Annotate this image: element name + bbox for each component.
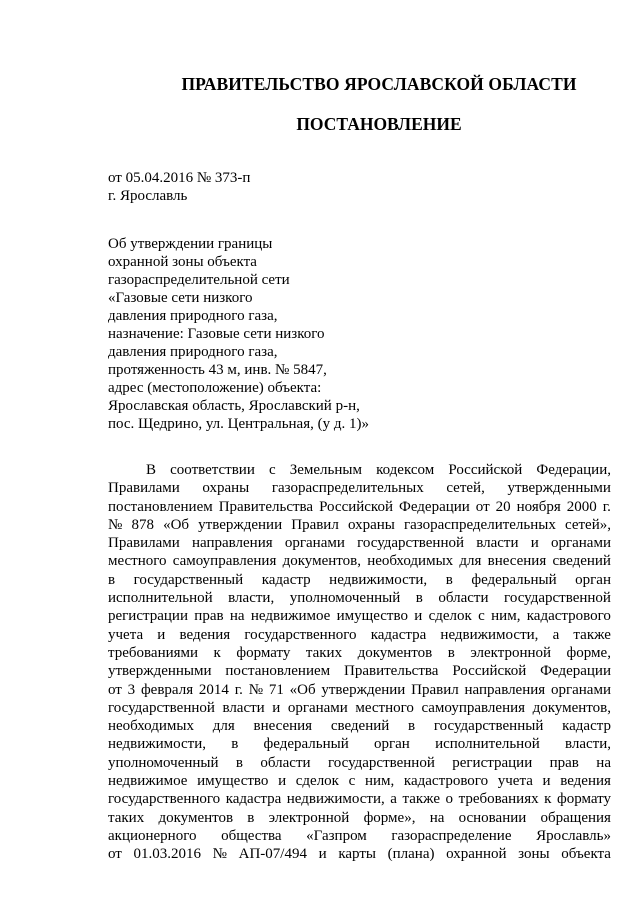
body-line [108,516,611,534]
body-word: в [231,736,239,753]
city: г. Ярославль [108,188,188,204]
body-word: необходимых [108,718,194,735]
body-word: исполнительной [435,736,540,753]
body-word: исполнительной [108,590,213,607]
body-word: недвижимости, [440,626,539,643]
body-word: формату [556,791,611,808]
body-word: а [552,626,560,643]
body-word: ведения [179,626,231,643]
body-word: и [278,773,287,790]
body-word: сетей», [565,516,611,533]
body-word: направления [191,535,273,552]
body-word: утвержденными [507,480,611,497]
subject-line: давления природного газа, [108,344,278,360]
body-line [108,461,611,479]
body-word: Российской [448,462,523,478]
body-word: в [415,590,423,607]
subject-line: назначение: Газовые сети низкого [108,326,325,342]
body-word: сделок [428,608,472,625]
body-word: карты [338,846,376,863]
body-word: ведения [560,773,611,790]
body-word: «Об [289,681,316,698]
body-line [108,845,611,863]
body-word: учета [497,773,533,790]
body-word: Правил [291,516,339,533]
body-line [108,498,611,516]
body-word: с [268,462,276,478]
body-line [108,607,611,625]
body-word: кадастра [370,626,427,643]
body-line [108,772,611,790]
body-line [108,827,611,845]
body-word: таких [305,644,343,661]
subject-line: охранной зоны объекта [108,254,257,270]
body-word: государственного [108,791,221,808]
body-line [108,681,611,699]
body-word: для [459,553,482,570]
body-word: недвижимое [250,608,331,625]
document-type-title: ПОСТАНОВЛЕНИЕ [296,114,462,134]
body-word: кадастрового [403,773,489,790]
subject-line: протяженность 43 м, инв. № 5847, [108,362,327,378]
body-word: Федерации, [536,462,611,478]
body-word: АП-07/494 [238,846,307,863]
body-word: 2014 [198,681,229,698]
body-word: и [272,699,281,716]
body-line [108,699,611,717]
body-word: кадастр [562,718,611,735]
body-word: газораспределение [391,827,512,844]
body-word: акционерного [108,827,197,844]
body-line [108,571,611,589]
government-title: ПРАВИТЕЛЬСТВО ЯРОСЛАВСКОЙ ОБЛАСТИ [181,74,577,94]
body-word: власти, [564,736,611,753]
body-word: документов [357,644,433,661]
body-word: сведений [552,553,611,570]
body-word: к [213,644,221,661]
body-word: общества [221,827,282,844]
body-word: соответствии [170,462,255,478]
body-word: органами [287,699,348,716]
body-word: В [146,462,157,478]
body-word: в [247,809,255,826]
body-word: в [445,571,453,588]
body-word: на [229,608,245,625]
body-word: форме», [363,809,416,826]
body-word: февраля [140,681,194,698]
body-line [108,644,611,662]
body-word: самоуправления [172,553,277,570]
body-word: имущество [336,608,408,625]
body-word: Федерации [540,663,611,680]
body-word: кадастрового [526,608,611,625]
body-word: о [445,791,454,808]
body-line [108,717,611,735]
body-line [108,552,611,570]
body-word: внесения [487,553,547,570]
body-word: г. [234,681,243,698]
body-word: для [212,718,235,735]
body-word: государственный [133,571,244,588]
body-word: сделок [295,773,339,790]
body-word: 3 [127,681,136,698]
subject-line: «Газовые сети низкого [108,290,253,306]
body-word: газораспределительных [403,516,556,533]
body-word: форме, [566,644,611,661]
body-word: от [108,846,122,863]
body-word: таких [108,809,145,826]
body-line [108,662,611,680]
body-line [108,626,611,644]
subject-line: давления природного газа, [108,308,278,324]
body-word: внесения [253,718,313,735]
body-word: имущество [197,773,269,790]
subject-line: пос. Щедрино, ул. Центральная, (у д. 1)» [108,416,369,432]
body-word: формату [236,644,291,661]
subject-line: Об утверждении границы [108,236,273,252]
body-word: Правительства [344,663,439,680]
body-word: документов [158,809,234,826]
body-line [108,589,611,607]
body-word: кодексом [376,462,435,478]
body-word: государственной [327,754,435,771]
body-word: 20 [495,498,511,515]
body-word: от [475,498,490,515]
body-word: недвижимости, [286,791,385,808]
body-word: области [260,754,311,771]
body-word: кадастр [261,571,311,588]
body-word: органами [550,681,611,698]
body-word: документов, [532,699,611,716]
body-word: 01.03.2016 [133,846,202,863]
body-word: с [478,608,485,625]
body-word: газораспределительных [271,480,424,497]
body-word: «Газпром [306,827,367,844]
body-word: также [402,791,441,808]
body-word: и [414,608,423,625]
body-word: требованиями [108,644,199,661]
body-word: охраны [202,480,250,497]
body-word: ноября [516,498,561,515]
body-word: государственной [108,699,215,716]
body-word: основании [458,809,527,826]
body-word: власти, [228,590,275,607]
body-word: направления [464,681,546,698]
body-word: уполномоченный [289,590,401,607]
body-word: самоуправления [421,699,526,716]
body-word: Правилами [108,480,180,497]
body-word: г. [602,498,611,515]
body-word: Правил [411,681,459,698]
body-word: а [390,791,397,808]
body-word: электронной [268,809,350,826]
body-word: от [108,681,122,698]
body-word: в [408,718,416,735]
body-word: кадастра [225,791,282,808]
body-word: документов, [282,553,361,570]
subject-line: адрес (местоположение) объекта: [108,380,322,396]
body-word: утверждении [321,681,406,698]
body-line [108,479,611,497]
body-word: недвижимое [108,773,188,790]
body-word: регистрации [108,608,188,625]
body-word: орган [575,571,611,588]
body-word: и [157,626,166,643]
body-line [108,735,611,753]
body-word: недвижимости, [108,736,206,753]
subject-line: Ярославская область, Ярославский р-н, [108,398,360,414]
body-word: и [318,846,327,863]
body-word: федеральный [263,736,349,753]
body-word: требованиях [458,791,539,808]
body-word: утвержденными [108,663,212,680]
body-word: утверждении [198,516,283,533]
body-word: органами [550,535,611,552]
body-word: также [573,626,611,643]
body-word: сведений [330,718,390,735]
body-word: уполномоченный [108,754,219,771]
body-word: власти [476,535,519,552]
body-word: Федерации [398,498,470,515]
body-word: и [530,535,539,552]
body-word: на [429,809,445,826]
body-word: электронной [470,644,552,661]
body-line [108,809,611,827]
document-subject [108,235,369,433]
body-word: 878 [131,516,154,533]
body-word: области [438,590,489,607]
body-word: органами [284,535,345,552]
body-word: регистрации [452,754,533,771]
body-line [108,754,611,772]
body-word: с [348,773,356,790]
body-word: объекта [561,846,611,863]
body-word: ним, [364,773,395,790]
body-word: «Об [163,516,190,533]
body-word: на [596,754,611,771]
body-word: федеральный [471,571,557,588]
body-word: государственного [244,626,357,643]
body-word: № [248,681,264,698]
body-word: власти [222,699,265,716]
body-word: местного [355,699,414,716]
document-meta [108,169,250,205]
body-word: государственной [357,535,464,552]
body-word: в [108,571,116,588]
body-word: к [544,791,552,808]
body-word: постановлением [225,663,331,680]
date-number: от 05.04.2016 № 373-п [108,170,251,186]
subject-line: газораспределительной сети [108,272,290,288]
body-word: (плана) [387,846,435,863]
body-word: недвижимости, [329,571,428,588]
body-word: охраны [347,516,395,533]
body-paragraph [108,461,611,864]
body-word: и [542,773,551,790]
body-word: Российской [452,663,527,680]
body-word: учета [108,626,144,643]
body-word: Правилами [108,535,180,552]
body-word: ним, [491,608,521,625]
body-word: охранной [446,846,507,863]
body-word: постановлением [108,498,213,515]
body-word: в [235,754,244,771]
body-line [108,534,611,552]
body-word: Правительства [218,498,314,515]
body-word: прав [549,754,579,771]
body-word: в [447,644,455,661]
body-word: Российской [319,498,393,515]
body-word: прав [194,608,224,625]
body-word: 2000 [566,498,597,515]
body-word: государственный [433,718,544,735]
body-word: орган [374,736,410,753]
body-word: № [212,846,227,863]
body-word: государственной [504,590,611,607]
body-word: № [108,516,123,533]
body-line [108,790,611,808]
body-word: 71 [268,681,284,698]
body-word: необходимых [367,553,454,570]
body-word: Ярославль» [536,827,611,844]
body-word: обращения [540,809,611,826]
body-word: сетей, [446,480,485,497]
body-word: местного [108,553,167,570]
body-word: Земельным [289,462,362,478]
body-word: зоны [518,846,550,863]
